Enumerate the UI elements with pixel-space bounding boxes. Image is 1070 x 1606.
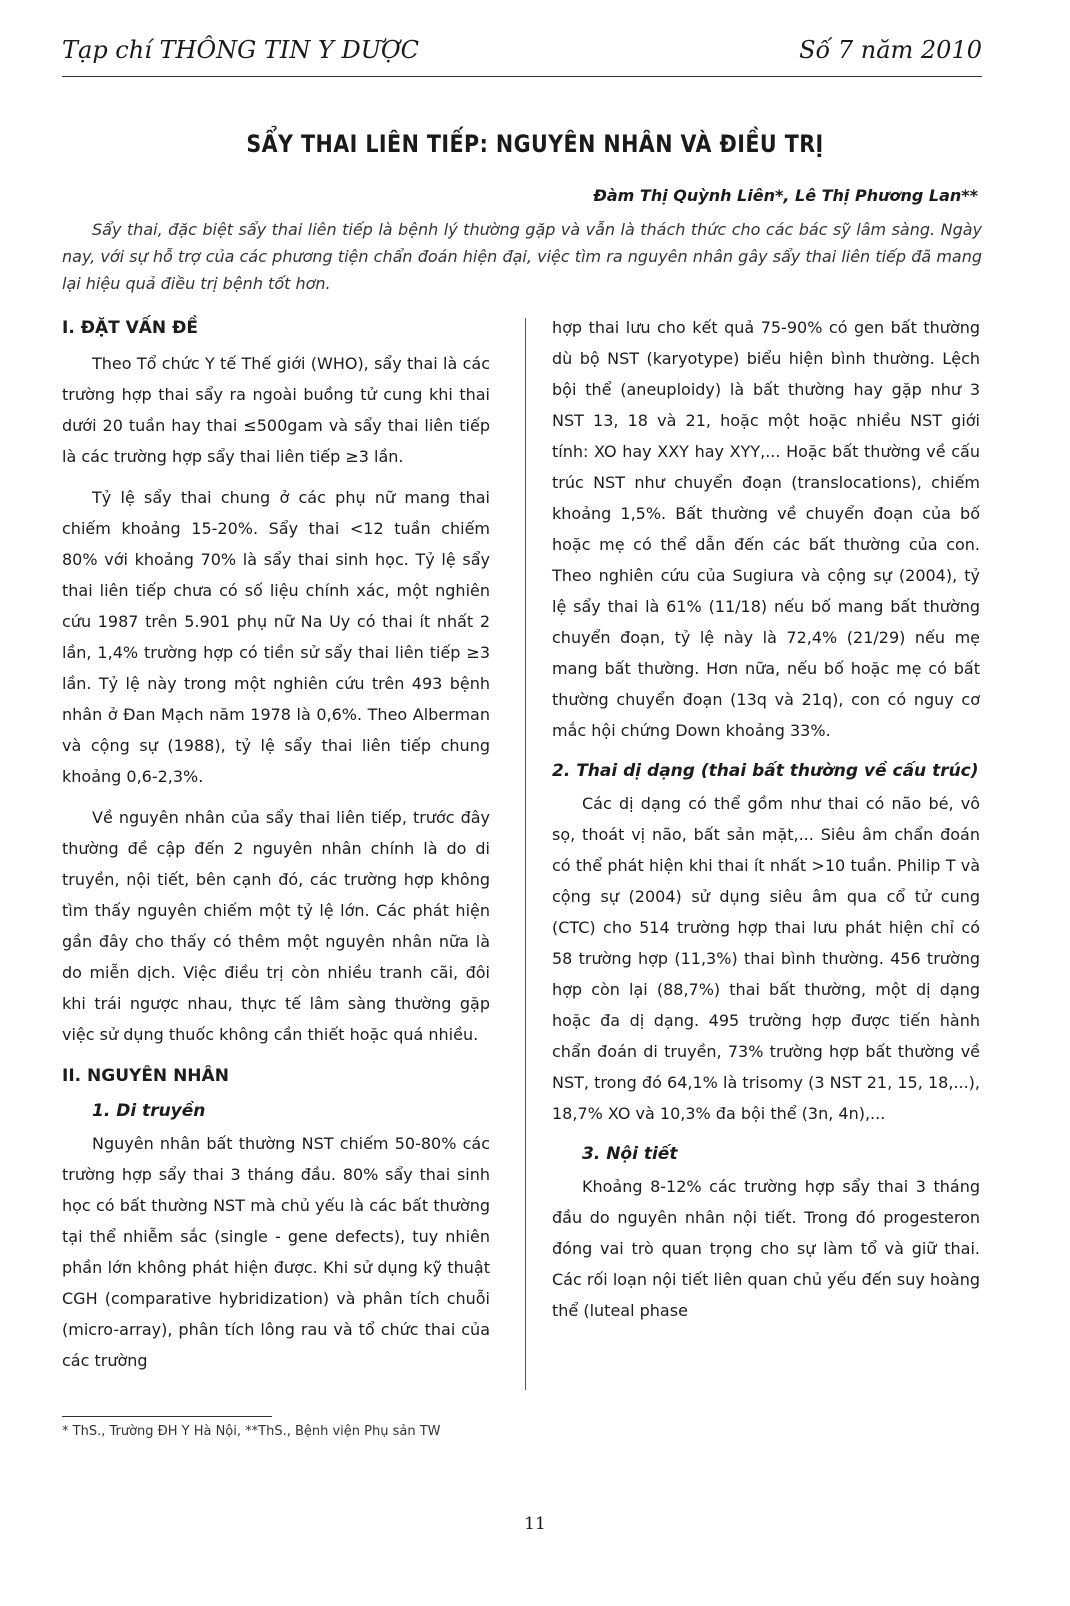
left-column (62, 312, 490, 1386)
journal-title: Tạp chí THÔNG TIN Y DƯỢC (62, 36, 420, 64)
page-number: 11 (524, 1514, 546, 1534)
paragraph: hợp thai lưu cho kết quả 75-90% có gen bất thường dù bộ NST (karyotype) biểu hiện bình thường. Lệch bội thể (aneuploidy) là bất thường hay gặp như 3 NST 13, 18 và 21, hoặc một hoặc nhiều NST giới tính: XO hay XXY hay XYY,... Hoặc bất thường về cấu trúc NST như chuyển đoạn (translocations), chiếm khoảng 1,5%. Bất thường về chuyển đoạn của bố hoặc mẹ có thể dẫn đến các bất thường của con. Theo nghiên cứu của Sugiura và cộng sự (2004), tỷ lệ sẩy thai là 61% (11/18) nếu bố mang bất thường chuyển đoạn, tỷ lệ này là 72,4% (21/29) nếu mẹ mang bất thường. Hơn nữa, nếu bố hoặc mẹ có bất thường chuyển đoạn (13q và 21q), con có nguy cơ mắc hội chứng Down khoảng 33%. (552, 318, 980, 740)
header-rule (62, 76, 982, 77)
right-column (552, 312, 980, 1336)
section-heading-causes: II. NGUYÊN NHÂN (62, 1066, 229, 1086)
article-title: SẨY THAI LIÊN TIẾP: NGUYÊN NHÂN VÀ ĐIỀU TRỊ (246, 130, 824, 158)
paragraph: Khoảng 8-12% các trường hợp sẩy thai 3 tháng đầu do nguyên nhân nội tiết. Trong đó progesteron đóng vai trò quan trọng cho sự làm tổ và giữ thai. Các rối loạn nội tiết liên quan chủ yếu đến suy hoàng thể (luteal phase (552, 1177, 980, 1320)
running-head (62, 36, 982, 72)
paragraph: Nguyên nhân bất thường NST chiếm 50-80% các trường hợp sẩy thai 3 tháng đầu. 80% sẩy thai sinh học có bất thường NST mà chủ yếu là các bất thường tại thể nhiễm sắc (single - gene defects), tuy nhiên phần lớn không phát hiện được. Khi sử dụng kỹ thuật CGH (comparative hybridization) và phân tích chuỗi (micro-array), phân tích lông rau và tổ chức thai của các trường (62, 1134, 490, 1370)
footnote-rule (62, 1416, 272, 1417)
paragraph: Tỷ lệ sẩy thai chung ở các phụ nữ mang thai chiếm khoảng 15-20%. Sẩy thai <12 tuần chiếm 80% với khoảng 70% là sẩy thai sinh học. Tỷ lệ sẩy thai liên tiếp chưa có số liệu chính xác, một nghiên cứu 1987 trên 5.901 phụ nữ Na Uy có thai ít nhất 2 lần, 1,4% trường hợp có tiền sử sẩy thai liên tiếp ≥3 lần. Tỷ lệ này trong một nghiên cứu trên 493 bệnh nhân ở Đan Mạch năm 1978 là 0,6%. Theo Alberman và cộng sự (1988), tỷ lệ sẩy thai liên tiếp chung khoảng 0,6-2,3%. (62, 488, 490, 786)
footnote: * ThS., Trường ĐH Y Hà Nội, **ThS., Bệnh viện Phụ sản TW (62, 1424, 441, 1439)
abstract: Sẩy thai, đặc biệt sẩy thai liên tiếp là bệnh lý thường gặp và vẫn là thách thức cho các bác sỹ lâm sàng. Ngày nay, với sự hỗ trợ của các phương tiện chẩn đoán hiện đại, việc tìm ra nguyên nhân gây sẩy thai liên tiếp đã mang lại hiệu quả điều trị bệnh tốt hơn. (62, 220, 982, 293)
paragraph: Về nguyên nhân của sẩy thai liên tiếp, trước đây thường đề cập đến 2 nguyên nhân chính là do di truyền, nội tiết, bên cạnh đó, các trường hợp không tìm thấy nguyên chiếm một tỷ lệ lớn. Các phát hiện gần đây cho thấy có thêm một nguyên nhân nữa là do miễn dịch. Việc điều trị còn nhiều tranh cãi, đôi khi trái ngược nhau, thực tế lâm sàng thường gặp việc sử dụng thuốc không cần thiết hoặc quá nhiều. (62, 808, 490, 1044)
column-divider (525, 318, 526, 1390)
paragraph: Theo Tổ chức Y tế Thế giới (WHO), sẩy thai là các trường hợp thai sẩy ra ngoài buồng tử cung khi thai dưới 20 tuần hay thai ≤500gam và sẩy thai liên tiếp là các trường hợp sẩy thai liên tiếp ≥3 lần. (62, 354, 490, 466)
subsection-heading-genetic: 1. Di truyền (92, 1101, 206, 1121)
subsection-heading-malformed: 2. Thai dị dạng (thai bất thường về cấu trúc) (552, 761, 979, 781)
article-authors: Đàm Thị Quỳnh Liên*, Lê Thị Phương Lan** (593, 186, 978, 205)
section-heading-intro: I. ĐẶT VẤN ĐỀ (62, 318, 198, 338)
paragraph: Các dị dạng có thể gồm như thai có não bé, vô sọ, thoát vị não, bất sản mặt,... Siêu âm chẩn đoán có thể phát hiện khi thai ít nhất >10 tuần. Philip T và cộng sự (2004) sử dụng siêu âm qua cổ tử cung (CTC) cho 514 trường hợp thai lưu phát hiện chỉ có 58 trường hợp (11,3%) thai bình thường. 456 trường hợp còn lại (88,7%) thai bất thường, một dị dạng hoặc đa dị dạng. 495 trường hợp được tiến hành chẩn đoán di truyền, 73% trường hợp bất thường về NST, trong đó 64,1% là trisomy (3 NST 21, 15, 18,...), 18,7% XO và 10,3% đa bội thể (3n, 4n),... (552, 794, 980, 1123)
subsection-heading-endocrine: 3. Nội tiết (582, 1144, 678, 1164)
issue-number: Số 7 năm 2010 (799, 36, 982, 64)
